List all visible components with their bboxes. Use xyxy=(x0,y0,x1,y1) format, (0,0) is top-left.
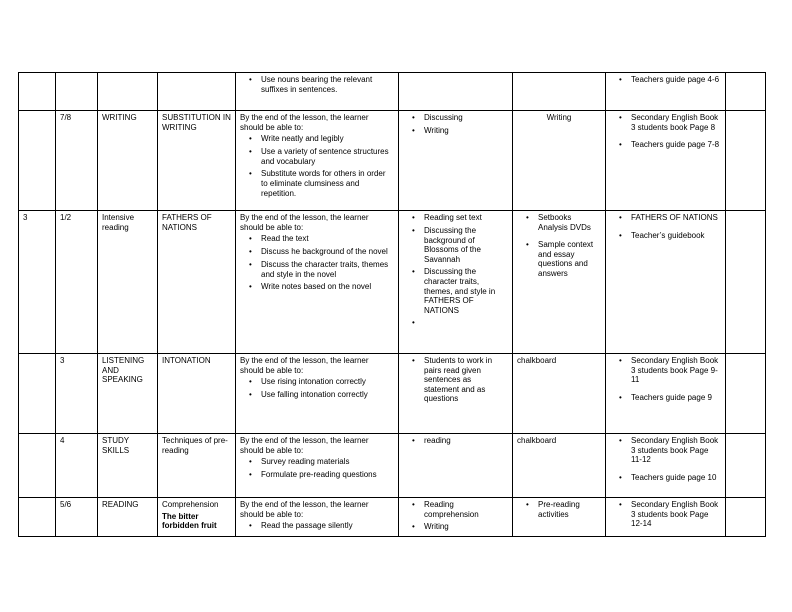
bullet-item: • Teacher’s guidebook xyxy=(619,231,721,241)
bullet-item: • Discussing xyxy=(412,113,508,123)
bullet-list xyxy=(610,113,721,150)
table-cell xyxy=(98,498,158,538)
paragraph: 1/2 xyxy=(60,213,72,222)
paragraph: Intensive reading xyxy=(102,213,135,232)
paragraph: FATHERS OF NATIONS xyxy=(162,213,212,232)
bullet-item: • Pre-reading activities xyxy=(526,500,601,519)
paragraph: SUBSTITUTION IN WRITING xyxy=(162,113,231,132)
bullet-item: • Teachers guide page 4-6 xyxy=(619,75,721,85)
bullet-list xyxy=(240,521,394,531)
paragraph: 4 xyxy=(60,436,65,445)
table-cell xyxy=(513,434,606,498)
table-cell xyxy=(19,434,56,498)
table-cell xyxy=(158,434,236,498)
bullet-item: • Teachers guide page 10 xyxy=(619,473,721,483)
bullet-list xyxy=(240,457,394,480)
table-cell xyxy=(606,354,726,434)
table-cell xyxy=(19,498,56,538)
bullet-item: • Students to work in pairs read given sentences as statement and as questions xyxy=(412,356,508,404)
table-cell xyxy=(726,211,766,354)
table-cell xyxy=(513,498,606,538)
table-cell xyxy=(56,73,98,111)
bullet-item: • Discuss the character traits, themes and style in the novel xyxy=(249,260,394,279)
table-cell xyxy=(399,111,513,211)
table-cell xyxy=(606,498,726,538)
bullet-list xyxy=(240,234,394,292)
table-cell xyxy=(98,354,158,434)
bullet-list xyxy=(517,500,601,519)
table-row xyxy=(19,498,766,538)
bullet-list xyxy=(517,213,601,279)
bullet-item: • Use rising intonation correctly xyxy=(249,377,394,387)
table-cell xyxy=(236,434,399,498)
bullet-list xyxy=(610,500,721,529)
table-cell xyxy=(56,111,98,211)
paragraph: INTONATION xyxy=(162,356,211,365)
table-cell xyxy=(606,111,726,211)
paragraph: By the end of the lesson, the learner should be able to: xyxy=(240,436,369,455)
bullet-item: • Survey reading materials xyxy=(249,457,394,467)
table-cell xyxy=(98,434,158,498)
bullet-item: • Read the passage silently xyxy=(249,521,394,531)
table-cell xyxy=(19,354,56,434)
table-cell xyxy=(158,111,236,211)
bullet-list xyxy=(403,356,508,404)
paragraph: 3 xyxy=(23,213,28,222)
bullet-item: • Reading set text xyxy=(412,213,508,223)
bullet-item: • Read the text xyxy=(249,234,394,244)
table-cell xyxy=(98,111,158,211)
paragraph: chalkboard xyxy=(517,356,557,365)
bullet-list xyxy=(403,436,508,446)
bullet-list xyxy=(403,213,508,328)
bullet-item: • Discussing the character traits, themes, and style in FATHERS OF NATIONS xyxy=(412,267,508,315)
table-row xyxy=(19,111,766,211)
table-cell xyxy=(158,73,236,111)
table-cell xyxy=(513,73,606,111)
bullet-list xyxy=(240,377,394,400)
bullet-item: • Use falling intonation correctly xyxy=(249,390,394,400)
bullet-item: • Writing xyxy=(412,522,508,532)
bullet-item: • Writing xyxy=(412,126,508,136)
bullet-item: • Write neatly and legibly xyxy=(249,134,394,144)
table-row xyxy=(19,211,766,354)
scheme-table-body xyxy=(19,73,766,538)
bullet-item: • Write notes based on the novel xyxy=(249,282,394,292)
paragraph: LISTENING AND SPEAKING xyxy=(102,356,145,385)
bullet-item: • Formulate pre-reading questions xyxy=(249,470,394,480)
table-cell xyxy=(158,354,236,434)
bullet-item: • Reading comprehension xyxy=(412,500,508,519)
table-cell xyxy=(399,498,513,538)
bullet-item: • Sample context and essay questions and answers xyxy=(526,240,601,278)
paragraph: By the end of the lesson, the learner should be able to: xyxy=(240,213,369,232)
bullet-item: • FATHERS OF NATIONS xyxy=(619,213,721,223)
table-row xyxy=(19,354,766,434)
table-cell xyxy=(158,211,236,354)
paragraph: Techniques of pre-reading xyxy=(162,436,228,455)
paragraph: By the end of the lesson, the learner should be able to: xyxy=(240,356,369,375)
table-row xyxy=(19,434,766,498)
bullet-item: • Teachers guide page 9 xyxy=(619,393,721,403)
paragraph: STUDY SKILLS xyxy=(102,436,130,455)
table-cell xyxy=(606,73,726,111)
bullet-list xyxy=(610,436,721,483)
bullet-item: • Discussing the background of Blossoms of the Savannah xyxy=(412,226,508,264)
bullet-item: • Secondary English Book 3 students book Page 11-12 xyxy=(619,436,721,465)
table-cell xyxy=(726,354,766,434)
paragraph: Writing xyxy=(546,113,572,122)
scheme-of-work-table-container xyxy=(18,72,766,537)
table-row xyxy=(19,73,766,111)
table-cell xyxy=(19,211,56,354)
table-cell xyxy=(56,354,98,434)
paragraph: 5/6 xyxy=(60,500,72,509)
bullet-list xyxy=(403,113,508,136)
table-cell xyxy=(56,498,98,538)
bullet-list xyxy=(403,500,508,532)
table-cell xyxy=(726,498,766,538)
bullet-item: • Use nouns bearing the relevant suffixes in sentences. xyxy=(249,75,394,94)
table-cell xyxy=(399,354,513,434)
table-cell xyxy=(606,434,726,498)
bullet-item xyxy=(412,318,508,328)
table-cell xyxy=(513,211,606,354)
table-cell xyxy=(236,73,399,111)
table-cell xyxy=(56,434,98,498)
table-cell xyxy=(726,73,766,111)
table-cell xyxy=(98,73,158,111)
paragraph: By the end of the lesson, the learner should be able to: xyxy=(240,113,369,132)
bullet-item: • Setbooks Analysis DVDs xyxy=(526,213,601,232)
table-cell xyxy=(236,498,399,538)
bullet-list xyxy=(240,134,394,198)
paragraph: The bitter forbidden fruit xyxy=(162,511,217,531)
bullet-item: • Secondary English Book 3 students book Page 9-11 xyxy=(619,356,721,385)
bullet-item: • Teachers guide page 7-8 xyxy=(619,140,721,150)
paragraph: By the end of the lesson, the learner should be able to: xyxy=(240,500,369,519)
paragraph: Comprehension xyxy=(162,500,219,509)
table-cell xyxy=(236,211,399,354)
table-cell xyxy=(606,211,726,354)
bullet-item: • Substitute words for others in order to eliminate clumsiness and repetition. xyxy=(249,169,394,198)
table-cell xyxy=(399,434,513,498)
table-cell xyxy=(19,73,56,111)
table-cell xyxy=(513,111,606,211)
bullet-item: • Secondary English Book 3 students book Page 8 xyxy=(619,113,721,132)
table-cell xyxy=(399,73,513,111)
bullet-list xyxy=(240,75,394,94)
paragraph: WRITING xyxy=(102,113,137,122)
paragraph: 7/8 xyxy=(60,113,72,122)
paragraph: READING xyxy=(102,500,139,509)
bullet-list xyxy=(610,213,721,241)
bullet-item: • Discuss he background of the novel xyxy=(249,247,394,257)
table-cell xyxy=(56,211,98,354)
bullet-item: • reading xyxy=(412,436,508,446)
bullet-list xyxy=(610,75,721,85)
table-cell xyxy=(399,211,513,354)
paragraph: chalkboard xyxy=(517,436,557,445)
table-cell xyxy=(236,111,399,211)
bullet-item: • Secondary English Book 3 students book Page 12-14 xyxy=(619,500,721,529)
table-cell xyxy=(726,111,766,211)
table-cell xyxy=(158,498,236,538)
table-cell xyxy=(19,111,56,211)
table-cell xyxy=(98,211,158,354)
table-cell xyxy=(726,434,766,498)
bullet-list xyxy=(610,356,721,403)
table-cell xyxy=(513,354,606,434)
table-cell xyxy=(236,354,399,434)
bullet-item: • Use a variety of sentence structures and vocabulary xyxy=(249,147,394,166)
paragraph: 3 xyxy=(60,356,65,365)
scheme-of-work-table xyxy=(18,72,766,537)
